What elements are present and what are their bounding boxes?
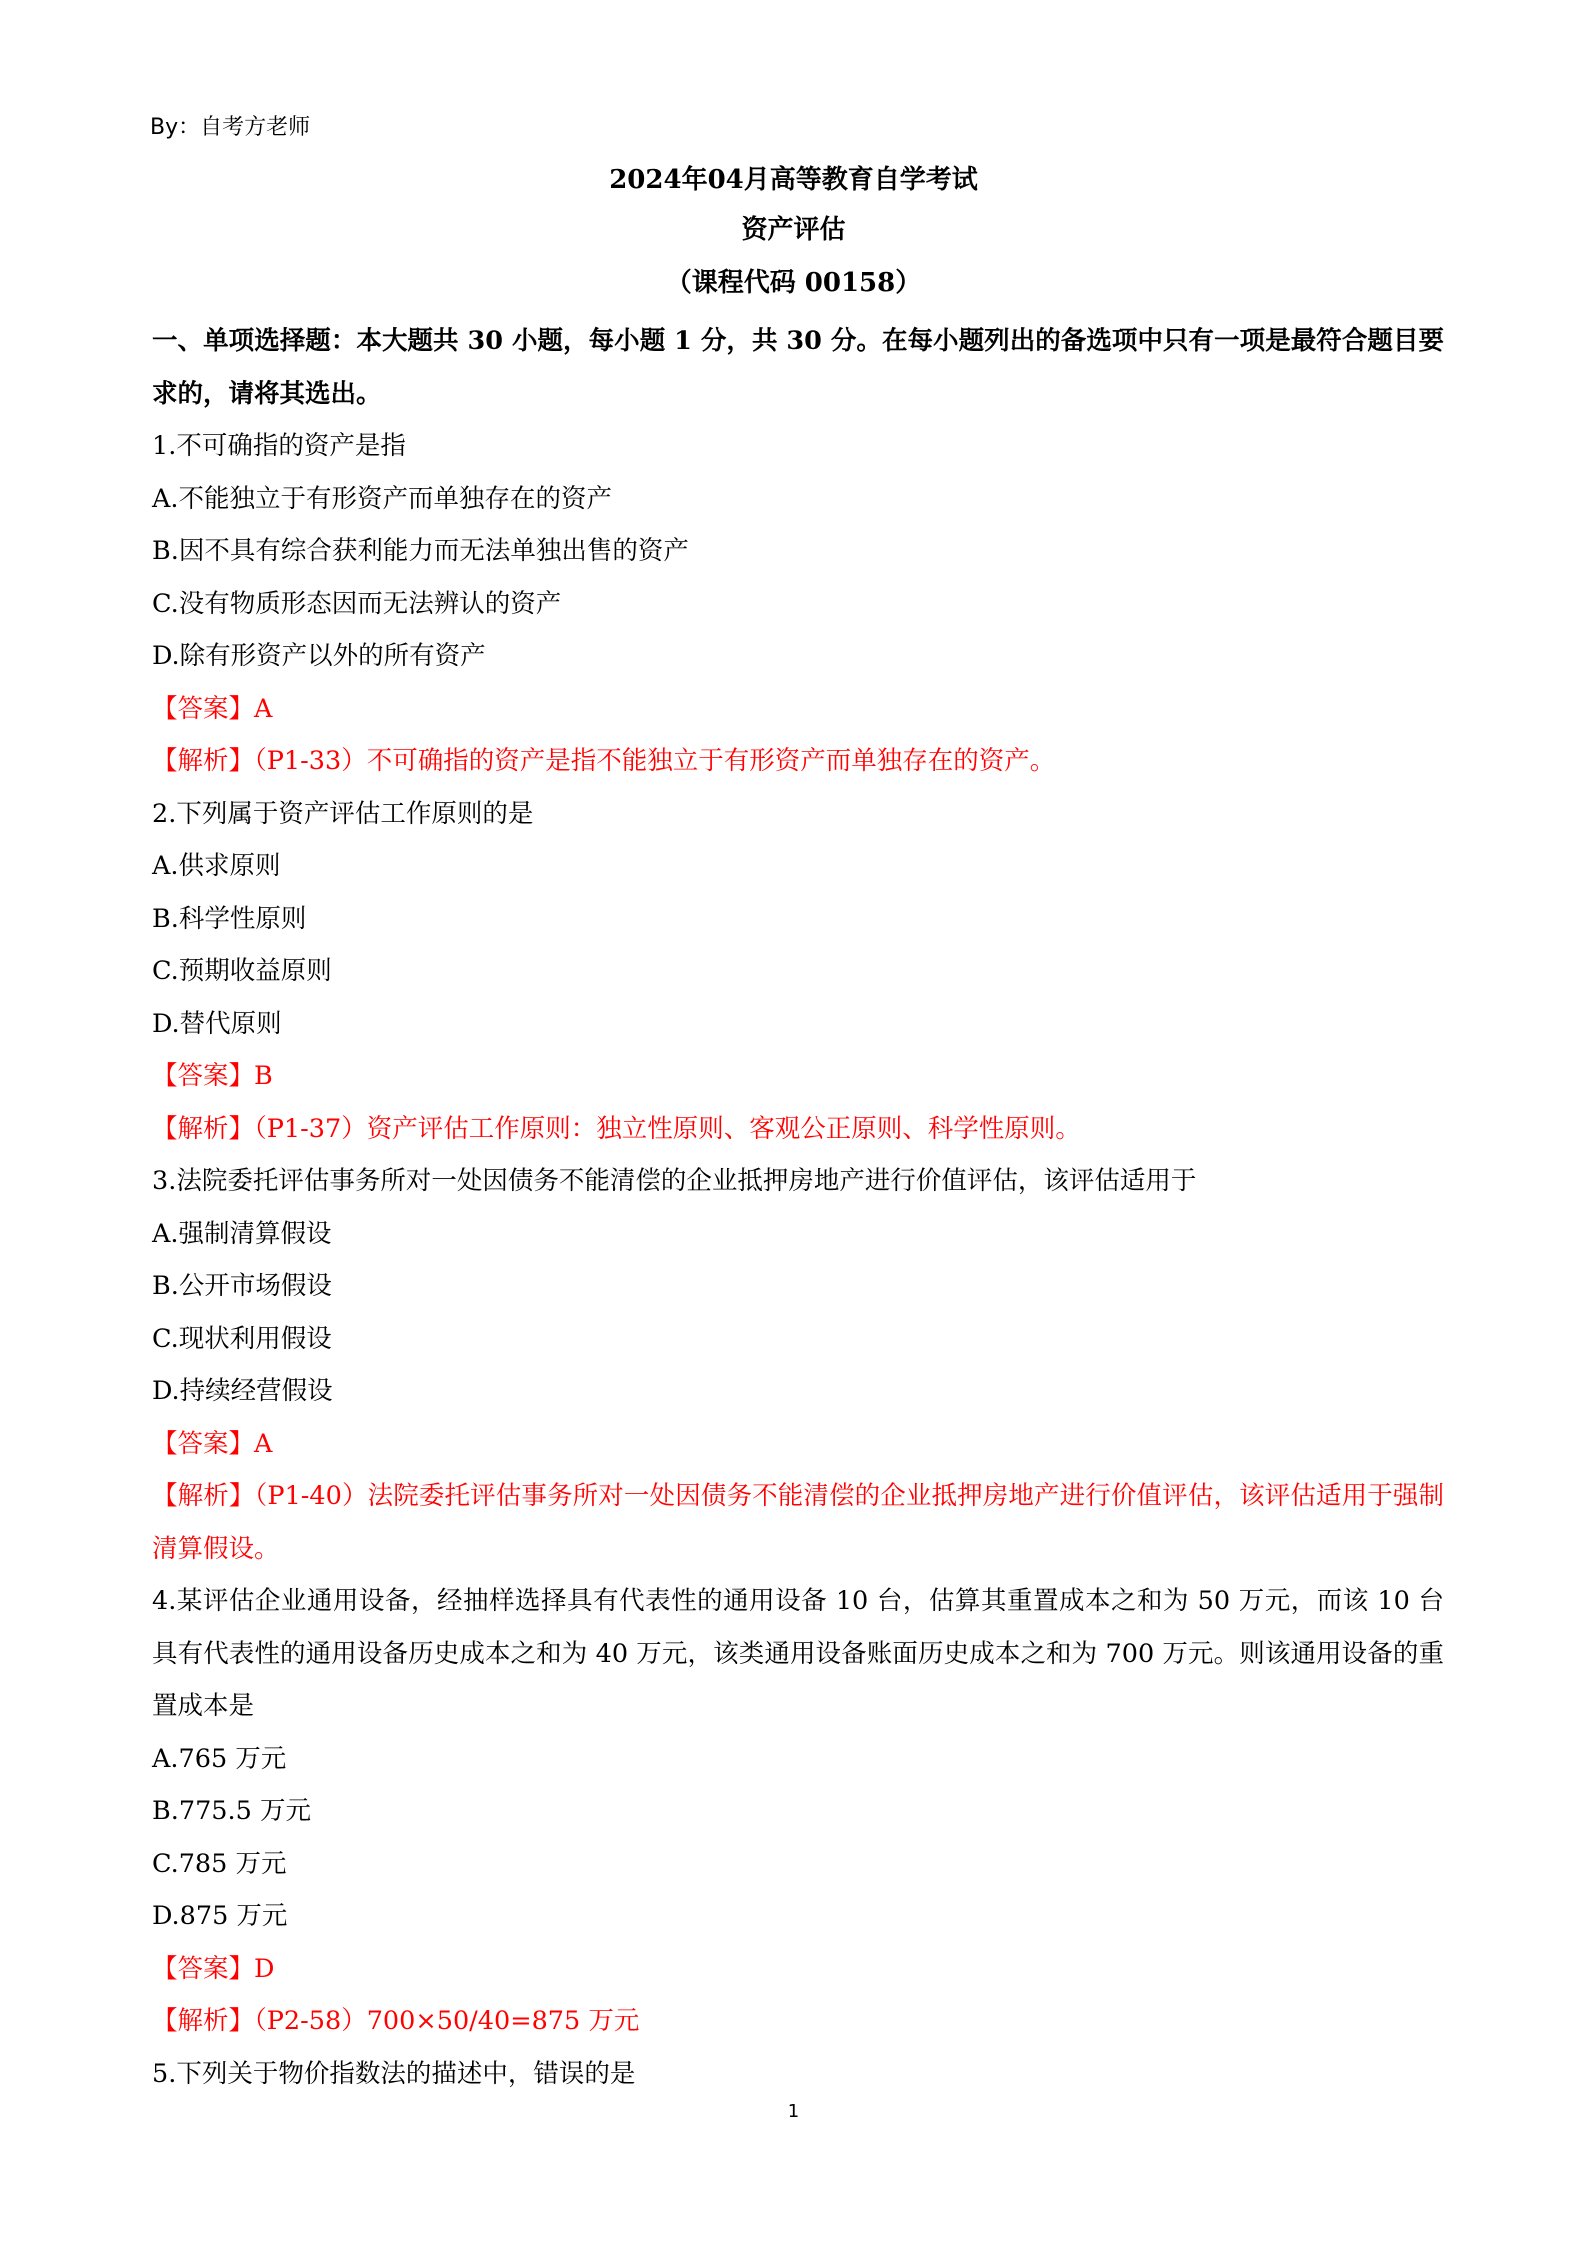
author-byline: By：自考方老师 <box>150 115 311 140</box>
question-3-option-c: C.现状利用假设 <box>152 1323 332 1354</box>
question-1-stem: 1.不可确指的资产是指 <box>152 431 406 461</box>
question-4-stem: 4.某评估企业通用设备，经抽样选择具有代表性的通用设备 10 台，估算其重置成本之和为 50 万元，而该 10 台具有代表性的通用设备历史成本之和为 40 万元，该类通用设备账面历史成本之和为 700 万元。则该通用设备的重置成本是 <box>152 1586 1444 1721</box>
question-1-option-d: D.除有形资产以外的所有资产 <box>152 641 486 671</box>
subject-title: 资产评估 <box>741 215 846 245</box>
question-1-option-a: A.不能独立于有形资产而单独存在的资产 <box>152 483 613 514</box>
question-3-option-a: A.强制清算假设 <box>152 1218 332 1249</box>
question-4-analysis: 【解析】（P2-58）700×50/40=875 万元 <box>152 2006 640 2036</box>
question-5-stem: 5.下列关于物价指数法的描述中，错误的是 <box>152 2058 636 2089</box>
question-3-answer: 【答案】A <box>152 1428 273 1459</box>
question-3-option-b: B.公开市场假设 <box>152 1271 332 1301</box>
question-3-analysis: 【解析】（P1-40）法院委托评估事务所对一处因债务不能清偿的企业抵押房地产进行价值评估，该评估适用于强制清算假设。 <box>152 1481 1444 1564</box>
question-4-answer: 【答案】D <box>152 1953 275 1984</box>
question-4-option-d: D.875 万元 <box>152 1901 288 1931</box>
question-2-answer: 【答案】B <box>152 1061 273 1091</box>
question-3-option-d: D.持续经营假设 <box>152 1376 333 1406</box>
course-code: （课程代码 00158） <box>665 268 922 298</box>
question-1-option-c: C.没有物质形态因而无法辨认的资产 <box>152 588 562 619</box>
question-4-option-b: B.775.5 万元 <box>152 1796 311 1826</box>
question-2-option-c: C.预期收益原则 <box>152 956 332 986</box>
question-1-analysis: 【解析】（P1-33）不可确指的资产是指不能独立于有形资产而单独存在的资产。 <box>152 746 1056 776</box>
question-4-option-c: C.785 万元 <box>152 1848 287 1879</box>
page-number: 1 <box>787 2101 800 2122</box>
exam-title: 2024年04月高等教育自学考试 <box>609 165 978 195</box>
question-2-option-a: A.供求原则 <box>152 851 281 881</box>
question-1-option-b: B.因不具有综合获利能力而无法单独出售的资产 <box>152 536 689 566</box>
question-1-answer: 【答案】A <box>152 693 273 724</box>
question-2-option-b: B.科学性原则 <box>152 903 307 934</box>
section-heading: 一、单项选择题：本大题共 30 小题，每小题 1 分，共 30 分。在每小题列出的备选项中只有一项是最符合题目要求的，请将其选出。 <box>152 326 1444 409</box>
question-2-analysis: 【解析】（P1-37）资产评估工作原则：独立性原则、客观公正原则、科学性原则。 <box>152 1113 1081 1144</box>
question-2-stem: 2.下列属于资产评估工作原则的是 <box>152 798 534 829</box>
question-2-option-d: D.替代原则 <box>152 1008 282 1039</box>
question-4-option-a: A.765 万元 <box>152 1743 287 1774</box>
question-3-stem: 3.法院委托评估事务所对一处因债务不能清偿的企业抵押房地产进行价值评估，该评估适用于 <box>152 1166 1197 1196</box>
question-list <box>152 315 1444 2100</box>
